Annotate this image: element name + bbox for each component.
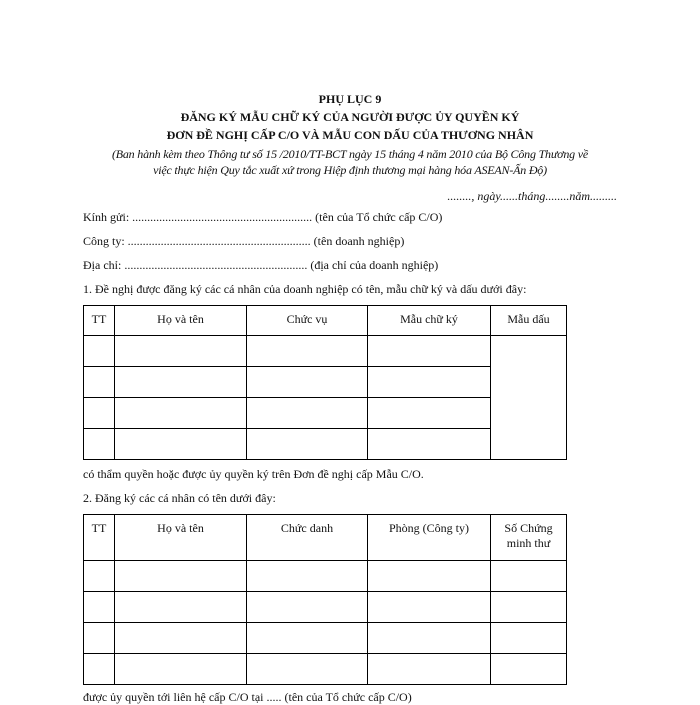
recipient-field: Kính gửi: ............................................................ (tên của Tổ chức cấp C/O) — [83, 210, 443, 224]
section2-intro: 2. Đăng ký các cá nhân có tên dưới đây: — [83, 491, 276, 505]
date-line: ........, ngày......tháng........năm......... — [447, 189, 617, 203]
table1-header-signature: Mẫu chữ ký — [368, 306, 491, 336]
section2-after: được ủy quyền tới liên hệ cấp C/O tại ..... (tên của Tổ chức cấp C/O) — [83, 690, 412, 704]
legal-note-line2: việc thực hiện Quy tắc xuất xứ trong Hiệp định thương mại hàng hóa ASEAN-Ấn Độ) — [153, 163, 547, 177]
table2-header-tt: TT — [84, 515, 115, 561]
table1-header-name: Họ và tên — [115, 306, 247, 336]
seal-cell — [491, 336, 567, 460]
table1-header-tt: TT — [84, 306, 115, 336]
section1-after: có thẩm quyền hoặc được ủy quyền ký trên Đơn đề nghị cấp Mẫu C/O. — [83, 467, 424, 481]
table-row — [84, 336, 567, 367]
table2-header-name: Họ và tên — [115, 515, 247, 561]
table2-header-department: Phòng (Công ty) — [368, 515, 491, 561]
table-row — [84, 623, 567, 654]
table1-header-position: Chức vụ — [247, 306, 368, 336]
table-row — [84, 561, 567, 592]
address-field: Địa chỉ: ............................................................. (địa chỉ của doanh nghiệp) — [83, 258, 439, 272]
table1-header-seal: Mẫu dấu — [491, 306, 567, 336]
authorized-persons-table — [83, 514, 567, 685]
form-title-line1: ĐĂNG KÝ MẪU CHỮ KÝ CỦA NGƯỜI ĐƯỢC ỦY QUYỀN KÝ — [180, 110, 520, 124]
table-row — [84, 592, 567, 623]
table-row — [84, 654, 567, 685]
table2-header-id-number: Số Chứng minh thư — [491, 515, 567, 561]
form-title-line2: ĐƠN ĐỀ NGHỊ CẤP C/O VÀ MẪU CON DẤU CỦA THƯƠNG NHÂN — [166, 128, 534, 142]
legal-note-line1: (Ban hành kèm theo Thông tư số 15 /2010/TT-BCT ngày 15 tháng 4 năm 2010 của Bộ Công Thương về — [111, 147, 589, 161]
appendix-label: PHỤ LỤC 9 — [318, 92, 382, 106]
table2-header-title: Chức danh — [247, 515, 368, 561]
company-field: Công ty: ............................................................. (tên doanh nghiệp) — [83, 234, 405, 248]
signature-registration-table — [83, 305, 567, 460]
section1-intro: 1. Đề nghị được đăng ký các cá nhân của doanh nghiệp có tên, mẫu chữ ký và dấu dưới đây: — [83, 282, 527, 296]
